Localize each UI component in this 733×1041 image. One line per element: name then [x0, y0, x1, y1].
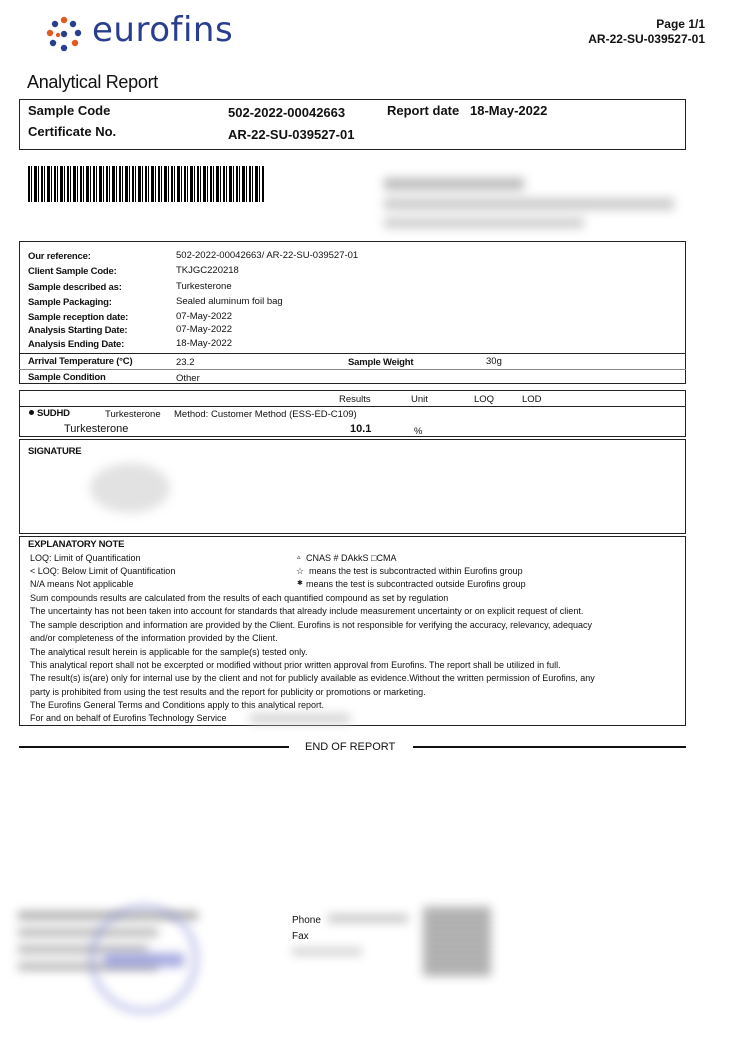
detail-value: 07-May-2022: [176, 324, 232, 335]
test-method: Method: Customer Method (ESS-ED-C109): [174, 409, 357, 420]
certificate-number: AR-22-SU-039527-01: [228, 127, 355, 142]
detail-value: 07-May-2022: [176, 311, 232, 322]
company-stamp: [90, 905, 198, 1013]
result-value: 10.1: [350, 423, 372, 435]
detail-label: Sample described as:: [28, 282, 122, 293]
eurofins-dots-icon: [44, 16, 84, 54]
note-line: and/or completeness of the information provided by the Client.: [30, 633, 278, 643]
arrival-temp: 23.2: [176, 357, 195, 368]
note-line: The result(s) is(are) only for internal use by the client and not for publicly available as evidence.Without the written permission of Eurofins, any: [30, 673, 595, 683]
sample-code: 502-2022-00042663: [228, 105, 346, 120]
phone-redacted: [328, 915, 408, 922]
note-line: Sum compounds results are calculated from the results of each quantified compound as set by regulation: [30, 593, 449, 603]
end-rule-left: [19, 746, 289, 748]
note-right: means the test is subcontracted outside Eurofins group: [306, 579, 526, 589]
results-header: Results: [339, 394, 371, 405]
explanatory-title: EXPLANATORY NOTE: [28, 539, 125, 550]
explanatory-box: [19, 536, 686, 726]
star-icon: ☆: [296, 566, 305, 576]
brand-name: eurofins: [92, 10, 234, 50]
barcode: [28, 166, 265, 202]
website-redacted: [292, 948, 362, 955]
sample-weight: 30g: [486, 356, 502, 367]
header-report-no: AR-22-SU-039527-01: [588, 32, 705, 46]
note-left: < LOQ: Below Limit of Quantification: [30, 566, 176, 576]
detail-value: TKJGC220218: [176, 265, 239, 276]
asterisk-icon: ✱: [297, 580, 303, 587]
detail-label: Sample reception date:: [28, 312, 129, 323]
eurofins-logo: [44, 10, 244, 54]
end-rule-right: [413, 746, 686, 748]
detail-value: 502-2022-00042663/ AR-22-SU-039527-01: [176, 250, 359, 261]
report-date: 18-May-2022: [470, 103, 548, 118]
report-date-label: Report date: [387, 103, 460, 118]
note-right: means the test is subcontracted within Eurofins group: [309, 566, 523, 576]
detail-label: Our reference:: [28, 251, 91, 262]
detail-label: Analysis Ending Date:: [28, 339, 125, 350]
note-line: The uncertainty has not been taken into account for standards that already include measurement uncertainty or on explicit request of client.: [30, 606, 584, 616]
bullet-icon: [29, 410, 34, 415]
note-line: For and on behalf of Eurofins Technology Service: [30, 713, 227, 723]
page-number: Page 1/1: [656, 17, 705, 31]
detail-label: Client Sample Code:: [28, 266, 117, 277]
signature-redacted: [80, 455, 200, 525]
qr-code: [423, 907, 491, 975]
redacted-entity: [250, 714, 350, 723]
sample-weight-label: Sample Weight: [348, 357, 414, 368]
fax-label: Fax: [292, 931, 309, 942]
arrival-temp-label: Arrival Temperature (°C): [28, 356, 133, 367]
detail-value: Sealed aluminum foil bag: [176, 296, 283, 307]
note-left: LOQ: Limit of Quantification: [30, 553, 141, 563]
result-unit: %: [414, 426, 423, 437]
analyte-name: Turkesterone: [64, 423, 129, 435]
divider: [19, 369, 686, 370]
divider: [19, 406, 686, 407]
note-line: The Eurofins General Terms and Conditions apply to this analytical report.: [30, 700, 324, 710]
triangle-icon: ▵: [297, 554, 301, 561]
test-name: Turkesterone: [105, 409, 161, 420]
note-right: CNAS # DAkkS □CMA: [306, 553, 397, 563]
divider: [19, 353, 686, 354]
certificate-label: Certificate No.: [28, 124, 117, 139]
test-code: SUDHD: [37, 408, 70, 419]
note-left: N/A means Not applicable: [30, 579, 134, 589]
note-line: party is prohibited from using the test results and the report for publicity or promotions or marketing.: [30, 687, 426, 697]
detail-label: Sample Packaging:: [28, 297, 112, 308]
lod-header: LOD: [522, 394, 542, 405]
summary-box: [19, 99, 686, 150]
sample-condition-label: Sample Condition: [28, 372, 106, 383]
note-line: The sample description and information are provided by the Client. Eurofins is not responsible for verifying the accuracy, relevancy, adequacy: [30, 620, 592, 630]
sample-code-label: Sample Code: [28, 103, 111, 118]
signature-label: SIGNATURE: [28, 446, 82, 457]
sample-condition: Other: [176, 373, 200, 384]
client-address-redacted: [380, 174, 680, 230]
detail-label: Analysis Starting Date:: [28, 325, 128, 336]
detail-value: Turkesterone: [176, 281, 232, 292]
phone-label: Phone: [292, 915, 321, 926]
loq-header: LOQ: [474, 394, 495, 405]
page-title: Analytical Report: [27, 72, 158, 92]
end-of-report: END OF REPORT: [305, 741, 396, 753]
unit-header: Unit: [411, 394, 428, 405]
detail-value: 18-May-2022: [176, 338, 232, 349]
note-line: The analytical result herein is applicable for the sample(s) tested only.: [30, 647, 308, 657]
note-line: This analytical report shall not be excerpted or modified without prior written approval from Eurofins. The report shall be utilized in full.: [30, 660, 561, 670]
